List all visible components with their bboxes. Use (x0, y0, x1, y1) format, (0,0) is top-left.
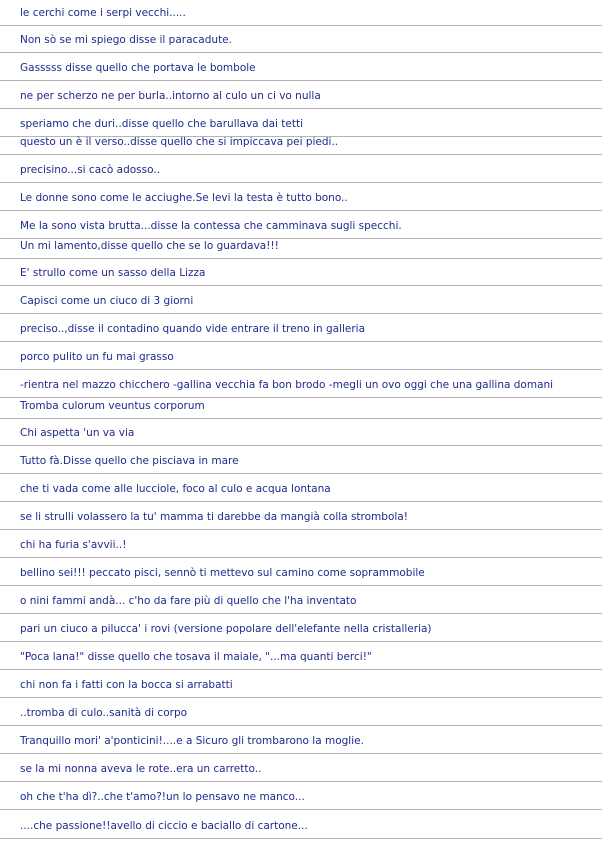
saying-row (0, 211, 602, 239)
saying-link[interactable]: chi non fa i fatti con la bocca si arrabatti (20, 679, 233, 691)
saying-link[interactable]: Tranquillo mori' a'ponticini!....e a Sicuro gli trombarono la moglie. (20, 735, 364, 747)
saying-row (0, 109, 602, 137)
saying-row (0, 137, 602, 155)
saying-link[interactable]: Tutto fà.Disse quello che pisciava in mare (20, 455, 239, 467)
saying-row (0, 398, 602, 419)
saying-link[interactable]: E' strullo come un sasso della Lizza (20, 267, 206, 279)
saying-link[interactable]: Capisci come un ciuco di 3 giorni (20, 295, 194, 307)
saying-row (0, 0, 602, 26)
saying-link[interactable]: chi ha furia s'avvii..! (20, 539, 127, 551)
saying-row (0, 53, 602, 81)
saying-link[interactable]: ....che passione!!avello di ciccio e baciallo di cartone... (20, 820, 308, 832)
saying-row (0, 586, 602, 614)
saying-row (0, 26, 602, 53)
saying-row (0, 81, 602, 109)
saying-link[interactable]: oh che t'ha dì?..che t'amo?!un lo pensavo ne manco... (20, 791, 305, 803)
saying-row (0, 670, 602, 698)
saying-link[interactable]: speriamo che duri..disse quello che barullava dai tetti (20, 118, 304, 130)
saying-row (0, 183, 602, 211)
saying-link[interactable]: bellino sei!!! peccato pisci, sennò ti mettevo sul camino come soprammobile (20, 567, 425, 579)
saying-link[interactable]: Tromba culorum veuntus corporum (20, 400, 205, 412)
saying-row (0, 419, 602, 446)
saying-row (0, 155, 602, 183)
saying-row (0, 698, 602, 726)
saying-row (0, 726, 602, 754)
saying-link[interactable]: se li strulli volassero la tu' mamma ti darebbe da mangià colla strombola! (20, 511, 408, 523)
saying-link[interactable]: Me la sono vista brutta...disse la contessa che camminava sugli specchi. (20, 220, 402, 232)
saying-link[interactable]: Gasssss disse quello che portava le bombole (20, 62, 256, 74)
saying-row (0, 474, 602, 502)
saying-row (0, 754, 602, 782)
saying-link[interactable]: pari un ciuco a pilucca' i rovi (versione popolare dell'elefante nella cristalleria) (20, 623, 432, 635)
saying-link[interactable]: questo un è il verso..disse quello che si impiccava pei piedi.. (20, 136, 339, 148)
saying-link[interactable]: Le donne sono come le acciughe.Se levi la testa è tutto bono.. (20, 192, 348, 204)
saying-link[interactable]: precisino...si cacò adosso.. (20, 164, 161, 176)
saying-link[interactable]: Chi aspetta 'un va via (20, 427, 135, 439)
saying-row (0, 342, 602, 370)
saying-row (0, 614, 602, 642)
saying-link[interactable]: o nini fammi andà... c'ho da fare più di quello che l'ha inventato (20, 595, 357, 607)
saying-row (0, 782, 602, 810)
saying-row (0, 502, 602, 530)
saying-row (0, 239, 602, 259)
saying-row (0, 259, 602, 286)
saying-link[interactable]: preciso..,disse il contadino quando vide entrare il treno in galleria (20, 323, 366, 335)
saying-link[interactable]: se la mi nonna aveva le rote..era un carretto.. (20, 763, 262, 775)
saying-row (0, 314, 602, 342)
saying-row (0, 642, 602, 670)
saying-link[interactable]: le cerchi come i serpi vecchi..... (20, 7, 186, 19)
saying-link[interactable]: Un mi lamento,disse quello che se lo guardava!!! (20, 240, 279, 252)
saying-link[interactable]: "Poca lana!" disse quello che tosava il maiale, "...ma quanti berci!" (20, 651, 372, 663)
saying-row (0, 810, 602, 839)
saying-link[interactable]: ne per scherzo ne per burla..intorno al culo un ci vo nulla (20, 90, 321, 102)
saying-link[interactable]: -rientra nel mazzo chicchero -gallina vecchia fa bon brodo -megli un ovo oggi che una gallina domani (20, 379, 554, 391)
saying-link[interactable]: porco pulito un fu mai grasso (20, 351, 174, 363)
saying-row (0, 558, 602, 586)
saying-link[interactable]: ..tromba di culo..sanità di corpo (20, 707, 188, 719)
saying-row (0, 446, 602, 474)
saying-row (0, 286, 602, 314)
saying-row (0, 530, 602, 558)
saying-row (0, 370, 602, 398)
saying-link[interactable]: Non sò se mi spiego disse il paracadute. (20, 34, 232, 46)
saying-link[interactable]: che ti vada come alle lucciole, foco al culo e acqua lontana (20, 483, 331, 495)
